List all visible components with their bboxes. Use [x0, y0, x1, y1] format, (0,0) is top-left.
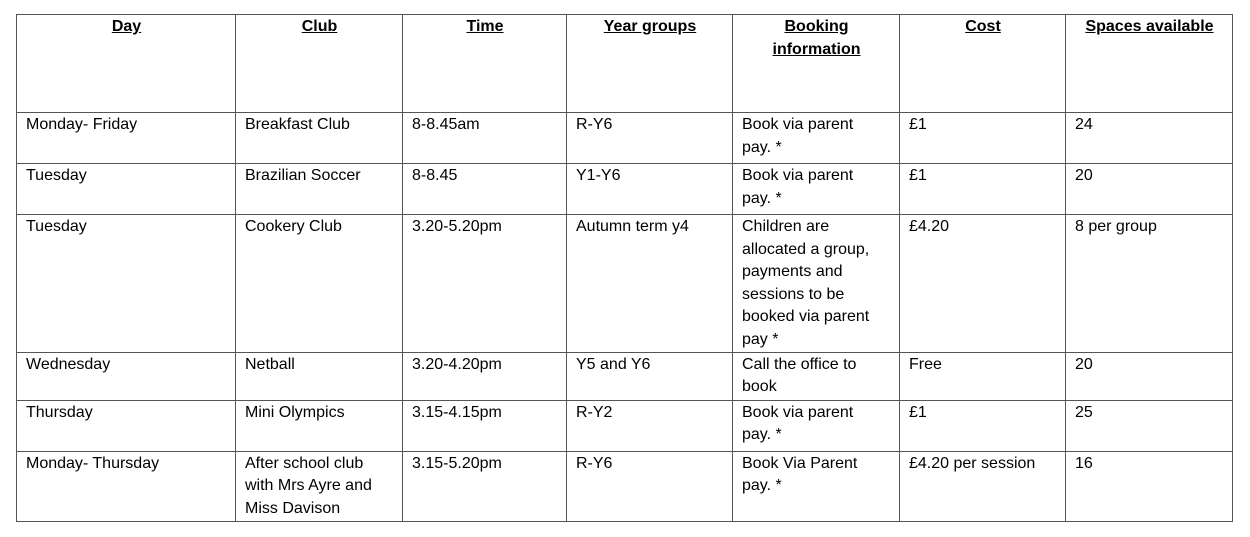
table-row: [17, 113, 1233, 164]
cell-day: Thursday: [17, 400, 236, 451]
cell-time: 8-8.45am: [403, 113, 567, 164]
cell-booking-information: Book via parent pay. *: [733, 400, 900, 451]
cell-booking-information: Children are allocated a group, payments and sessions to be booked via parent pay *: [733, 215, 900, 353]
cell-time: 3.15-4.15pm: [403, 400, 567, 451]
cell-club: Netball: [236, 352, 403, 400]
header-club: Club: [236, 15, 403, 113]
cell-spaces-available: 16: [1066, 451, 1233, 521]
cell-time: 8-8.45: [403, 164, 567, 215]
cell-day: Monday- Friday: [17, 113, 236, 164]
cell-year-groups: R-Y6: [567, 451, 733, 521]
cell-year-groups: R-Y6: [567, 113, 733, 164]
cell-spaces-available: 24: [1066, 113, 1233, 164]
cell-year-groups: Y1-Y6: [567, 164, 733, 215]
cell-cost: Free: [900, 352, 1066, 400]
cell-booking-information: Book Via Parent pay. *: [733, 451, 900, 521]
table-row: [17, 352, 1233, 400]
cell-spaces-available: 25: [1066, 400, 1233, 451]
cell-spaces-available: 20: [1066, 352, 1233, 400]
cell-time: 3.20-5.20pm: [403, 215, 567, 353]
table-row: [17, 451, 1233, 521]
cell-time: 3.15-5.20pm: [403, 451, 567, 521]
table-row: [17, 164, 1233, 215]
table-row: [17, 400, 1233, 451]
header-time: Time: [403, 15, 567, 113]
cell-club: After school club with Mrs Ayre and Miss Davison: [236, 451, 403, 521]
cell-cost: £1: [900, 113, 1066, 164]
cell-booking-information: Book via parent pay. *: [733, 164, 900, 215]
cell-year-groups: R-Y2: [567, 400, 733, 451]
cell-club: Brazilian Soccer: [236, 164, 403, 215]
cell-club: Cookery Club: [236, 215, 403, 353]
cell-day: Wednesday: [17, 352, 236, 400]
cell-cost: £1: [900, 164, 1066, 215]
cell-booking-information: Book via parent pay. *: [733, 113, 900, 164]
cell-club: Mini Olympics: [236, 400, 403, 451]
cell-day: Tuesday: [17, 215, 236, 353]
header-day: Day: [17, 15, 236, 113]
cell-day: Tuesday: [17, 164, 236, 215]
table-row: [17, 215, 1233, 353]
cell-year-groups: Autumn term y4: [567, 215, 733, 353]
cell-cost: £4.20: [900, 215, 1066, 353]
cell-cost: £1: [900, 400, 1066, 451]
cell-club: Breakfast Club: [236, 113, 403, 164]
cell-time: 3.20-4.20pm: [403, 352, 567, 400]
cell-spaces-available: 8 per group: [1066, 215, 1233, 353]
header-year-groups: Year groups: [567, 15, 733, 113]
header-spaces-available: Spaces available: [1066, 15, 1233, 113]
cell-booking-information: Call the office to book: [733, 352, 900, 400]
clubs-table: [16, 14, 1233, 522]
header-cost: Cost: [900, 15, 1066, 113]
cell-spaces-available: 20: [1066, 164, 1233, 215]
cell-year-groups: Y5 and Y6: [567, 352, 733, 400]
header-row: [17, 15, 1233, 113]
header-booking-information: Booking information: [733, 15, 900, 113]
cell-day: Monday- Thursday: [17, 451, 236, 521]
cell-cost: £4.20 per session: [900, 451, 1066, 521]
